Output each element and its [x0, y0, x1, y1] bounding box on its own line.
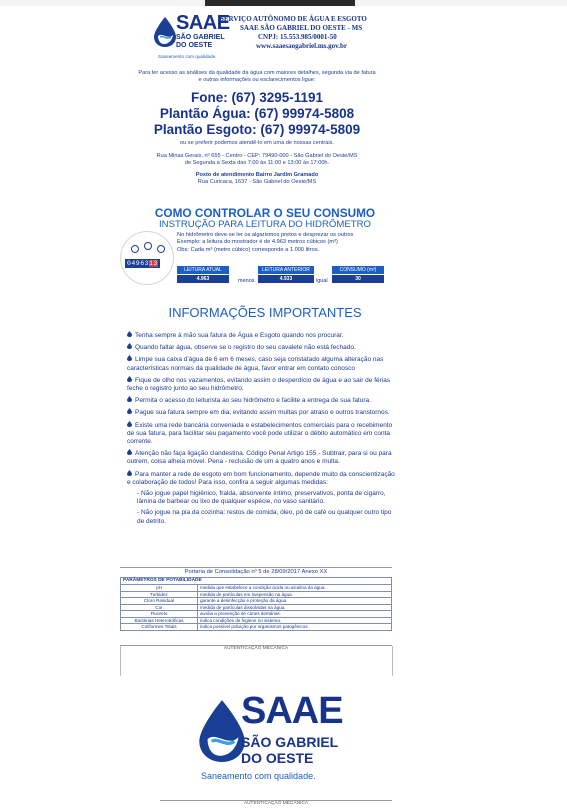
meter-digits: [125, 259, 160, 268]
info-item: [127, 408, 397, 417]
param-desc: indica possível poluição por organismos patogênicos.: [198, 624, 392, 631]
info-item: [127, 470, 397, 487]
info-item-text: Atenção não faça ligação clandestina. Código Penal Artigo 155 - Subtrair, para si ou para outrem, coisa alheia móvel. Pena - reclusão de um a quatro anos e multa.: [127, 450, 392, 466]
param-desc: medida de partículas em suspensão na água.: [198, 591, 392, 598]
divider: [120, 567, 392, 568]
info-subitem: - Não jogue papel higiênico, fralda, absorvente íntimo, preservativos, ponta de cigarro, lâmina de barbear ou lixo de qualquer espécie, no vaso sanitário.: [137, 490, 386, 506]
water-drop-icon: [152, 16, 178, 48]
info-item-text: Existe uma rede bancária conveniada e estabelecimentos comerciais para o recebimento de sua fatura, para facilitar seu pagamento você pode utilizar o débito automático em conta corrente.: [127, 421, 393, 446]
meter-digits-black: 04963: [127, 260, 150, 267]
phone: Fone: (67) 3295-1191: [190, 90, 324, 105]
contact-prefer: ou se preferir podemos atendê-lo em uma de nossas centrais.: [180, 140, 334, 146]
info-item: [127, 449, 397, 466]
cnpj: CNPJ: 15.553.985/0001-50: [258, 33, 337, 41]
drop-bullet-icon: [127, 421, 132, 427]
info-item-text: Quando faltar água, observe se o registro do seu cavalete não está fechado.: [135, 344, 356, 352]
footer-brand-city-2: DO OESTE: [241, 750, 314, 766]
address-2: de Segunda a Sexta das 7:00 às 11:00 e 13:00 às 17:00h.: [184, 160, 330, 166]
consumo-label: CONSUMO (m³): [332, 266, 384, 274]
portaria: Portaria de Consolidação nº 5 de 28/09/2017 Anexo XX: [184, 569, 328, 575]
info-subitem: - Não jogue na pia da cozinha: restos de comida, óleo, pó de café ou qualquer outro tipo de detrito.: [137, 509, 392, 525]
potabilidade-table: [120, 584, 392, 631]
param-name: Fluoreto: [121, 611, 198, 618]
param-desc: garante a desinfecção e proteção da água.: [198, 598, 392, 605]
table-row: [121, 624, 392, 631]
header-logo: [152, 12, 230, 72]
info-item: [127, 376, 397, 393]
phone-block: [112, 90, 402, 138]
consumo-title: COMO CONTROLAR O SEU CONSUMO: [154, 206, 376, 220]
posto-address: Rua Curicaca, 1637 - São Gabriel do Oeste/MS: [197, 179, 317, 185]
param-desc: medida de partículas dissolvidas na água.: [198, 604, 392, 611]
leitura-anterior-value: 4.933: [258, 275, 314, 283]
param-name: Cor: [121, 604, 198, 611]
hidrometro-illustration: [120, 231, 174, 285]
param-desc: auxilia a prevenção de cáries dentárias.: [198, 611, 392, 618]
auth-border-left: [120, 646, 121, 676]
menos-label: menos: [238, 278, 255, 284]
consumo-instructions: [177, 232, 407, 254]
potabilidade-header: PARÂMETROS DE POTABILIDADE: [120, 577, 392, 584]
drop-bullet-icon: [127, 449, 132, 455]
info-item: [127, 355, 397, 372]
info-item: [127, 331, 397, 340]
drop-bullet-icon: [127, 355, 132, 361]
service-name: SERVIÇO AUTÔNOMO DE ÁGUA E ESGOTO: [220, 15, 367, 23]
consumo-subtitle: INSTRUÇÃO PARA LEITURA DO HIDRÔMETRO: [159, 219, 371, 230]
drop-bullet-icon: [127, 376, 132, 382]
header-brand-city-1: SÃO GABRIEL: [176, 34, 225, 41]
autenticacao-label: AUTENTICAÇÃO MECÂNICA: [243, 801, 309, 806]
contact-intro-2: e outras informações ou esclarecimentos ligue:: [198, 77, 316, 83]
website: www.saaesaogabriel.ms.gov.br: [256, 42, 347, 50]
header-brand: SAAE: [176, 12, 230, 34]
header-brand-city-2: DO OESTE: [176, 42, 213, 49]
info-item-text: Permita o acesso do leiturista ao seu hidrômetro e facilite a entrega de sua fatura.: [135, 397, 371, 405]
auth-border-right: [392, 646, 393, 676]
service-city: SAAE SÃO GABRIEL DO OESTE - MS: [240, 24, 363, 32]
plantao-agua: Plantão Água: (67) 99974-5808: [159, 106, 355, 121]
posto-title: Posto de atendimento Bairro Jardim Gramado: [195, 172, 319, 178]
param-name: Turbidez: [121, 591, 198, 598]
leitura-atual-box: [177, 266, 229, 283]
meter-dial-icon: [131, 245, 139, 253]
footer-logo: [195, 692, 375, 787]
consumo-line-3: Obs: Cada m³ (metro cúbico) corresponde a 1.000 litros.: [177, 246, 320, 253]
address-1: Rua Minas Gerais, nº 655 - Centro - CEP: 79490-000 - São Gabriel do Oeste/MS: [156, 153, 358, 159]
leitura-anterior-box: [258, 266, 314, 283]
footer-brand: SAAE: [241, 690, 343, 732]
igual-label: igual: [316, 278, 328, 284]
leitura-anterior-label: LEITURA ANTERIOR: [258, 266, 314, 274]
consumo-value: 30: [332, 275, 384, 283]
meter-dial-icon: [144, 242, 152, 250]
drop-bullet-icon: [127, 470, 132, 476]
param-name: Cloro Residual: [121, 598, 198, 605]
drop-bullet-icon: [127, 343, 132, 349]
drop-bullet-icon: [127, 331, 132, 337]
consumo-box: [332, 266, 384, 283]
info-item-text: Para manter a rede de esgoto em bom funcionamento, depende muito da conscientização e colaboração de todos! Para isso, confira a seguir algumas medidas:: [127, 470, 395, 486]
info-item-text: Pague sua fatura sempre em dia, evitando assim multas por atraso e outros transtornos.: [135, 409, 390, 417]
info-item: [127, 421, 397, 447]
header-slogan: Saneamento com qualidade.: [158, 54, 217, 59]
info-item-text: Tenha sempre à mão sua fatura de Água e Esgoto quando nos procurar.: [135, 332, 344, 339]
meter-digits-red: 13: [149, 260, 158, 267]
autenticacao-label: AUTENTICAÇÃO MECÂNICA: [223, 646, 289, 651]
leitura-atual-value: 4.963: [177, 275, 229, 283]
contact-intro: [112, 70, 402, 84]
meter-dial-icon: [157, 245, 165, 253]
contact-intro-1: Para ter acesso as análises da qualidade da água com maiores detalhes, segunda via de fatura: [138, 70, 376, 76]
info-item: [127, 396, 397, 405]
drop-bullet-icon: [127, 396, 132, 402]
footer-slogan: Saneamento com qualidade.: [201, 771, 316, 781]
param-desc: indica condições de higiene no sistema.: [198, 617, 392, 624]
potabilidade-table-wrap: [120, 577, 392, 631]
header-info: [220, 15, 420, 51]
consumo-line-1: No hidrômetro deve-se ler os algarismos pretos e desprezar os outros: [177, 232, 354, 238]
info-title: INFORMAÇÕES IMPORTANTES: [168, 305, 362, 320]
param-name: Coliformes Totais: [121, 624, 198, 631]
param-name: pH: [121, 585, 198, 592]
footer-brand-city-1: SÃO GABRIEL: [241, 734, 339, 750]
consumo-line-2: Exemplo: a leitura do mostrador é de 4.963 metros cúbicos (m³): [177, 239, 338, 246]
scan-bar: [205, 0, 355, 6]
param-name: Bactérias Heterotróficas: [121, 617, 198, 624]
leitura-atual-label: LEITURA ATUAL: [177, 266, 229, 274]
info-item: [127, 343, 397, 352]
plantao-esgoto: Plantão Esgoto: (67) 99974-5809: [153, 122, 361, 137]
drop-bullet-icon: [127, 408, 132, 414]
info-item-text: Fique de olho nos vazamentos, evitando assim o desperdício de água e ao sair de férias feche o registro junto ao seu hidrômetro.: [127, 376, 391, 393]
param-desc: medida que estabelece a condição ácida ou alcalina da água.: [198, 585, 392, 592]
contact-address: [112, 153, 402, 167]
posto-block: [112, 172, 402, 186]
scan-edge: [0, 0, 567, 6]
info-list: [127, 331, 397, 526]
info-item-text: Limpe sua caixa d'água de 6 em 6 meses, caso seja constatado alguma alteração nas características normais da qualidade de água, favor entrar em contato conosco: [127, 356, 384, 372]
